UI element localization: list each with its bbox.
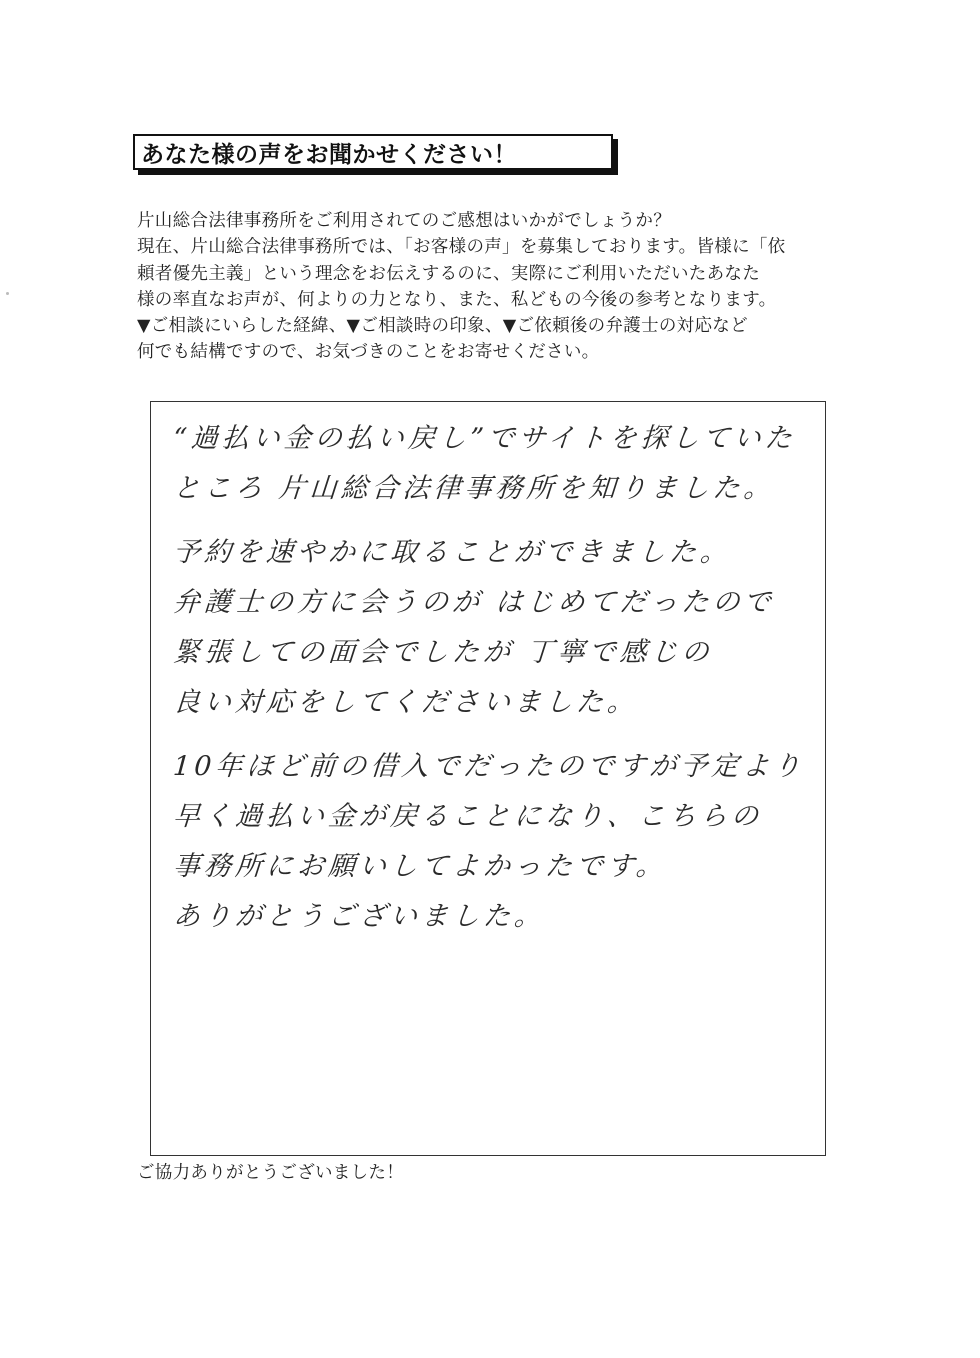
- handwritten-line: ありがとうございました。: [171, 901, 547, 932]
- handwritten-line: 緊張しての面会でしたが 丁寧で感じの: [171, 637, 714, 668]
- scan-artifact: [6, 292, 9, 295]
- response-paragraph: [173, 742, 813, 942]
- intro-line: 片山総合法律事務所をご利用されてのご感想はいかがでしょうか？: [137, 211, 671, 231]
- handwritten-line: ところ 片山総合法律事務所を知りました。: [171, 473, 776, 504]
- page-title: あなた様の声をお聞かせください！: [141, 141, 517, 168]
- handwritten-response: [173, 414, 813, 942]
- intro-line: 頼者優先主義」という理念をお伝えするのに、実際にご利用いただいたあなた: [137, 263, 760, 284]
- handwritten-line: 弁護士の方に会うのが はじめてだったので: [171, 587, 776, 618]
- handwritten-line: 早く過払い金が戻ることになり、こちらの: [171, 801, 764, 832]
- intro-text: [137, 208, 847, 366]
- intro-line: 現在、片山総合法律事務所では、「お客様の声」を募集しております。皆様に「依: [137, 237, 786, 258]
- handwritten-line: 事務所にお願いしてよかったです。: [171, 851, 668, 882]
- handwritten-line: “過払い金の払い戻し”でサイトを探していた: [171, 423, 797, 454]
- title-banner: [133, 134, 613, 170]
- intro-line: 何でも結構ですので、お気づきのことをお寄せください。: [137, 342, 600, 363]
- closing-thanks: ご協力ありがとうございました！: [137, 1163, 404, 1183]
- handwritten-line: 予約を速やかに取ることができました。: [171, 537, 733, 568]
- response-paragraph: [173, 414, 813, 514]
- handwritten-line: 10年ほど前の借入でだったのですが予定より: [171, 751, 806, 782]
- handwritten-line: 良い対応をしてくださいました。: [171, 687, 640, 718]
- intro-line: 様の率直なお声が、何よりの力となり、また、私どもの今後の参考となります。: [137, 289, 777, 310]
- intro-line: ▼ご相談にいらした経緯、▼ご相談時の印象、▼ご依頼後の弁護士の対応など: [137, 316, 748, 337]
- response-box: [150, 401, 826, 1156]
- response-paragraph: [173, 528, 813, 728]
